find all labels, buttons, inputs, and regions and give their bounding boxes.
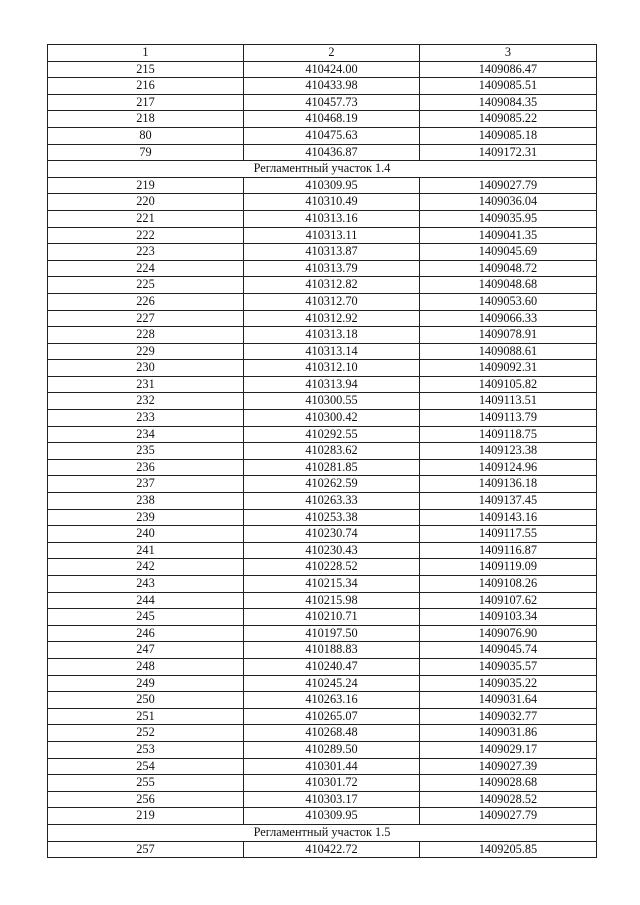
x-coordinate-cell: 410312.92 [244,310,420,327]
table-row [48,642,597,659]
x-coordinate-cell: 410263.16 [244,692,420,709]
y-coordinate-cell: 1409108.26 [420,576,597,593]
section-row [48,824,597,841]
point-number-cell: 236 [48,459,244,476]
x-coordinate-cell: 410289.50 [244,741,420,758]
column-header: 1 [48,45,244,62]
point-number-cell: 218 [48,111,244,128]
table-row [48,61,597,78]
document-page [47,44,596,858]
table-row [48,559,597,576]
x-coordinate-cell: 410312.70 [244,293,420,310]
y-coordinate-cell: 1409031.64 [420,692,597,709]
x-coordinate-cell: 410312.10 [244,360,420,377]
x-coordinate-cell: 410230.74 [244,526,420,543]
table-row [48,758,597,775]
point-number-cell: 230 [48,360,244,377]
point-number-cell: 221 [48,210,244,227]
x-coordinate-cell: 410230.43 [244,542,420,559]
coordinates-table [47,44,597,858]
x-coordinate-cell: 410188.83 [244,642,420,659]
table-row [48,476,597,493]
y-coordinate-cell: 1409076.90 [420,625,597,642]
table-row [48,177,597,194]
table-row [48,360,597,377]
y-coordinate-cell: 1409118.75 [420,426,597,443]
table-row [48,542,597,559]
x-coordinate-cell: 410433.98 [244,78,420,95]
point-number-cell: 217 [48,94,244,111]
point-number-cell: 238 [48,493,244,510]
y-coordinate-cell: 1409041.35 [420,227,597,244]
point-number-cell: 219 [48,808,244,825]
y-coordinate-cell: 1409092.31 [420,360,597,377]
y-coordinate-cell: 1409048.72 [420,260,597,277]
table-row [48,493,597,510]
point-number-cell: 256 [48,791,244,808]
x-coordinate-cell: 410263.33 [244,493,420,510]
table-row [48,509,597,526]
x-coordinate-cell: 410313.87 [244,244,420,261]
table-body [48,45,597,858]
y-coordinate-cell: 1409113.79 [420,410,597,427]
point-number-cell: 232 [48,393,244,410]
y-coordinate-cell: 1409035.57 [420,658,597,675]
table-row [48,775,597,792]
point-number-cell: 223 [48,244,244,261]
point-number-cell: 222 [48,227,244,244]
table-row [48,808,597,825]
point-number-cell: 244 [48,592,244,609]
y-coordinate-cell: 1409036.04 [420,194,597,211]
point-number-cell: 253 [48,741,244,758]
y-coordinate-cell: 1409084.35 [420,94,597,111]
x-coordinate-cell: 410292.55 [244,426,420,443]
point-number-cell: 243 [48,576,244,593]
y-coordinate-cell: 1409027.39 [420,758,597,775]
x-coordinate-cell: 410300.55 [244,393,420,410]
y-coordinate-cell: 1409031.86 [420,725,597,742]
y-coordinate-cell: 1409119.09 [420,559,597,576]
x-coordinate-cell: 410245.24 [244,675,420,692]
x-coordinate-cell: 410300.42 [244,410,420,427]
y-coordinate-cell: 1409088.61 [420,343,597,360]
y-coordinate-cell: 1409117.55 [420,526,597,543]
point-number-cell: 254 [48,758,244,775]
table-row [48,111,597,128]
x-coordinate-cell: 410301.44 [244,758,420,775]
x-coordinate-cell: 410313.18 [244,327,420,344]
x-coordinate-cell: 410424.00 [244,61,420,78]
y-coordinate-cell: 1409085.51 [420,78,597,95]
point-number-cell: 227 [48,310,244,327]
y-coordinate-cell: 1409137.45 [420,493,597,510]
point-number-cell: 245 [48,609,244,626]
table-row [48,841,597,858]
point-number-cell: 240 [48,526,244,543]
x-coordinate-cell: 410313.11 [244,227,420,244]
x-coordinate-cell: 410301.72 [244,775,420,792]
x-coordinate-cell: 410312.82 [244,277,420,294]
y-coordinate-cell: 1409032.77 [420,708,597,725]
x-coordinate-cell: 410303.17 [244,791,420,808]
point-number-cell: 257 [48,841,244,858]
y-coordinate-cell: 1409103.34 [420,609,597,626]
x-coordinate-cell: 410215.98 [244,592,420,609]
table-row [48,625,597,642]
y-coordinate-cell: 1409066.33 [420,310,597,327]
y-coordinate-cell: 1409116.87 [420,542,597,559]
point-number-cell: 239 [48,509,244,526]
table-row [48,293,597,310]
point-number-cell: 231 [48,376,244,393]
table-row [48,692,597,709]
y-coordinate-cell: 1409086.47 [420,61,597,78]
y-coordinate-cell: 1409172.31 [420,144,597,161]
point-number-cell: 219 [48,177,244,194]
y-coordinate-cell: 1409136.18 [420,476,597,493]
table-row [48,658,597,675]
table-row [48,741,597,758]
table-row [48,393,597,410]
point-number-cell: 225 [48,277,244,294]
y-coordinate-cell: 1409105.82 [420,376,597,393]
x-coordinate-cell: 410457.73 [244,94,420,111]
x-coordinate-cell: 410228.52 [244,559,420,576]
x-coordinate-cell: 410468.19 [244,111,420,128]
table-row [48,277,597,294]
point-number-cell: 233 [48,410,244,427]
header-row [48,45,597,62]
column-header: 2 [244,45,420,62]
x-coordinate-cell: 410313.14 [244,343,420,360]
table-row [48,376,597,393]
point-number-cell: 79 [48,144,244,161]
y-coordinate-cell: 1409123.38 [420,443,597,460]
y-coordinate-cell: 1409035.95 [420,210,597,227]
x-coordinate-cell: 410313.94 [244,376,420,393]
x-coordinate-cell: 410313.16 [244,210,420,227]
column-header: 3 [420,45,597,62]
table-row [48,310,597,327]
table-row [48,410,597,427]
x-coordinate-cell: 410210.71 [244,609,420,626]
y-coordinate-cell: 1409048.68 [420,277,597,294]
point-number-cell: 80 [48,127,244,144]
point-number-cell: 235 [48,443,244,460]
x-coordinate-cell: 410240.47 [244,658,420,675]
table-row [48,609,597,626]
table-row [48,426,597,443]
point-number-cell: 215 [48,61,244,78]
table-row [48,526,597,543]
table-row [48,144,597,161]
y-coordinate-cell: 1409085.18 [420,127,597,144]
x-coordinate-cell: 410309.95 [244,177,420,194]
y-coordinate-cell: 1409028.52 [420,791,597,808]
table-row [48,227,597,244]
x-coordinate-cell: 410215.34 [244,576,420,593]
point-number-cell: 228 [48,327,244,344]
table-row [48,244,597,261]
table-row [48,592,597,609]
point-number-cell: 255 [48,775,244,792]
x-coordinate-cell: 410310.49 [244,194,420,211]
table-row [48,576,597,593]
y-coordinate-cell: 1409045.69 [420,244,597,261]
x-coordinate-cell: 410313.79 [244,260,420,277]
x-coordinate-cell: 410283.62 [244,443,420,460]
x-coordinate-cell: 410197.50 [244,625,420,642]
point-number-cell: 226 [48,293,244,310]
y-coordinate-cell: 1409028.68 [420,775,597,792]
table-row [48,327,597,344]
point-number-cell: 246 [48,625,244,642]
x-coordinate-cell: 410281.85 [244,459,420,476]
point-number-cell: 229 [48,343,244,360]
point-number-cell: 252 [48,725,244,742]
point-number-cell: 237 [48,476,244,493]
table-row [48,459,597,476]
y-coordinate-cell: 1409053.60 [420,293,597,310]
point-number-cell: 248 [48,658,244,675]
y-coordinate-cell: 1409027.79 [420,808,597,825]
table-row [48,210,597,227]
table-row [48,343,597,360]
table-row [48,791,597,808]
y-coordinate-cell: 1409143.16 [420,509,597,526]
table-row [48,78,597,95]
section-title: Регламентный участок 1.4 [48,161,597,178]
x-coordinate-cell: 410262.59 [244,476,420,493]
table-row [48,94,597,111]
x-coordinate-cell: 410265.07 [244,708,420,725]
y-coordinate-cell: 1409027.79 [420,177,597,194]
x-coordinate-cell: 410309.95 [244,808,420,825]
x-coordinate-cell: 410422.72 [244,841,420,858]
point-number-cell: 250 [48,692,244,709]
section-title: Регламентный участок 1.5 [48,824,597,841]
x-coordinate-cell: 410253.38 [244,509,420,526]
point-number-cell: 234 [48,426,244,443]
point-number-cell: 242 [48,559,244,576]
y-coordinate-cell: 1409045.74 [420,642,597,659]
table-row [48,725,597,742]
table-row [48,127,597,144]
y-coordinate-cell: 1409107.62 [420,592,597,609]
section-row [48,161,597,178]
x-coordinate-cell: 410268.48 [244,725,420,742]
table-row [48,194,597,211]
y-coordinate-cell: 1409078.91 [420,327,597,344]
point-number-cell: 224 [48,260,244,277]
y-coordinate-cell: 1409113.51 [420,393,597,410]
point-number-cell: 241 [48,542,244,559]
point-number-cell: 251 [48,708,244,725]
y-coordinate-cell: 1409085.22 [420,111,597,128]
table-row [48,443,597,460]
point-number-cell: 247 [48,642,244,659]
x-coordinate-cell: 410436.87 [244,144,420,161]
point-number-cell: 249 [48,675,244,692]
point-number-cell: 216 [48,78,244,95]
point-number-cell: 220 [48,194,244,211]
x-coordinate-cell: 410475.63 [244,127,420,144]
table-row [48,260,597,277]
table-row [48,675,597,692]
y-coordinate-cell: 1409035.22 [420,675,597,692]
y-coordinate-cell: 1409029.17 [420,741,597,758]
y-coordinate-cell: 1409124.96 [420,459,597,476]
table-row [48,708,597,725]
y-coordinate-cell: 1409205.85 [420,841,597,858]
